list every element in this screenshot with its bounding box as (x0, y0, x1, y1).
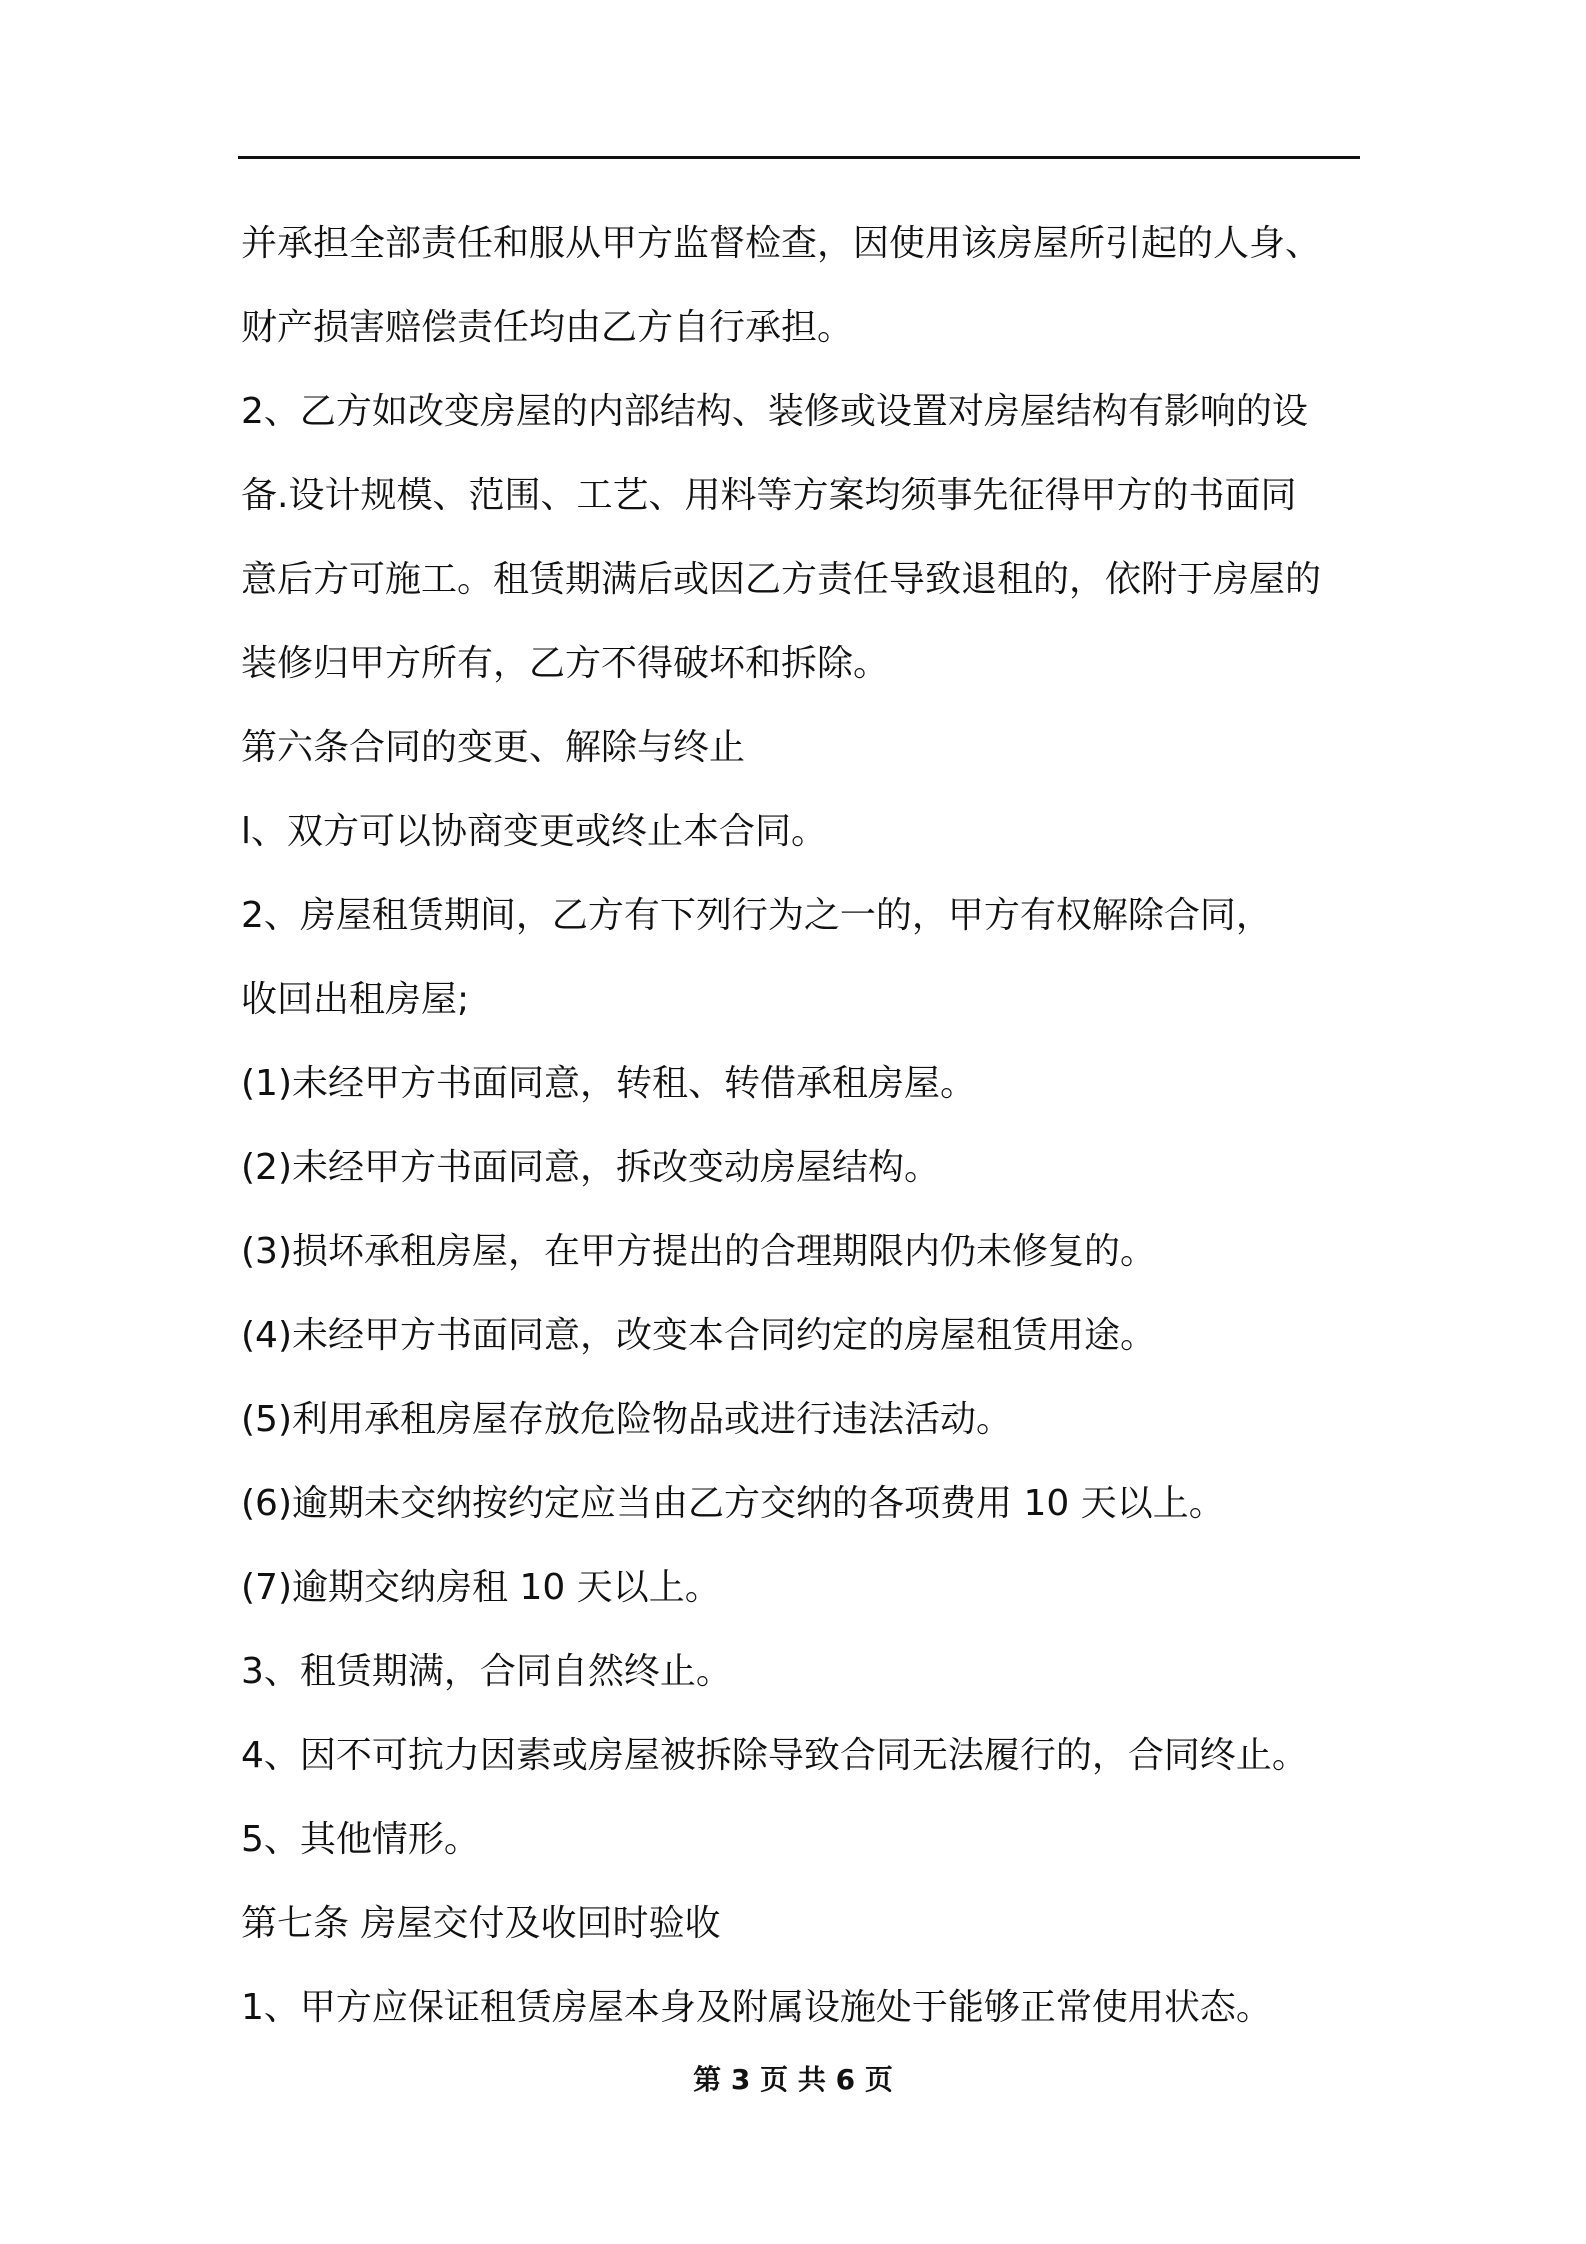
text-line: 4、因不可抗力因素或房屋被拆除导致合同无法履行的，合同终止。 (241, 1735, 1308, 1776)
list-item: (2)未经甲方书面同意，拆改变动房屋结构。 (241, 1147, 940, 1188)
section-heading: 第七条 房屋交付及收回时验收 (241, 1903, 721, 1944)
list-item: (7)逾期交纳房租 10 天以上。 (241, 1567, 721, 1608)
text-line: 装修归甲方所有，乙方不得破坏和拆除。 (241, 643, 890, 684)
text-line: 2、乙方如改变房屋的内部结构、装修或设置对房屋结构有影响的设 (241, 391, 1308, 432)
list-item: (3)损坏承租房屋，在甲方提出的合理期限内仍未修复的。 (241, 1231, 1156, 1272)
text-line: l、双方可以协商变更或终止本合同。 (241, 811, 828, 852)
text-line: 3、租赁期满，合同自然终止。 (241, 1651, 732, 1692)
text-line: 财产损害赔偿责任均由乙方自行承担。 (241, 307, 854, 348)
text-line: 1、甲方应保证租赁房屋本身及附属设施处于能够正常使用状态。 (241, 1987, 1272, 2028)
document-body (241, 202, 1371, 2050)
text-line: 收回出租房屋; (241, 979, 470, 1020)
list-item: (6)逾期未交纳按约定应当由乙方交纳的各项费用 10 天以上。 (241, 1483, 1225, 1524)
header-divider (238, 156, 1360, 159)
text-line: 备.设计规模、范围、工艺、用料等方案均须事先征得甲方的书面同 (241, 475, 1297, 516)
text-line: 并承担全部责任和服从甲方监督检查，因使用该房屋所引起的人身、 (241, 223, 1322, 264)
page-number: 第 3 页 共 6 页 (693, 2063, 893, 2096)
text-line: 意后方可施工。租赁期满后或因乙方责任导致退租的，依附于房屋的 (241, 559, 1322, 600)
list-item: (4)未经甲方书面同意，改变本合同约定的房屋租赁用途。 (241, 1315, 1156, 1356)
list-item: (5)利用承租房屋存放危险物品或进行违法活动。 (241, 1399, 1012, 1440)
text-line: 5、其他情形。 (241, 1819, 480, 1860)
list-item: (1)未经甲方书面同意，转租、转借承租房屋。 (241, 1063, 976, 1104)
section-heading: 第六条合同的变更、解除与终止 (241, 727, 746, 768)
text-line: 2、房屋租赁期间，乙方有下列行为之一的，甲方有权解除合同， (241, 895, 1272, 936)
